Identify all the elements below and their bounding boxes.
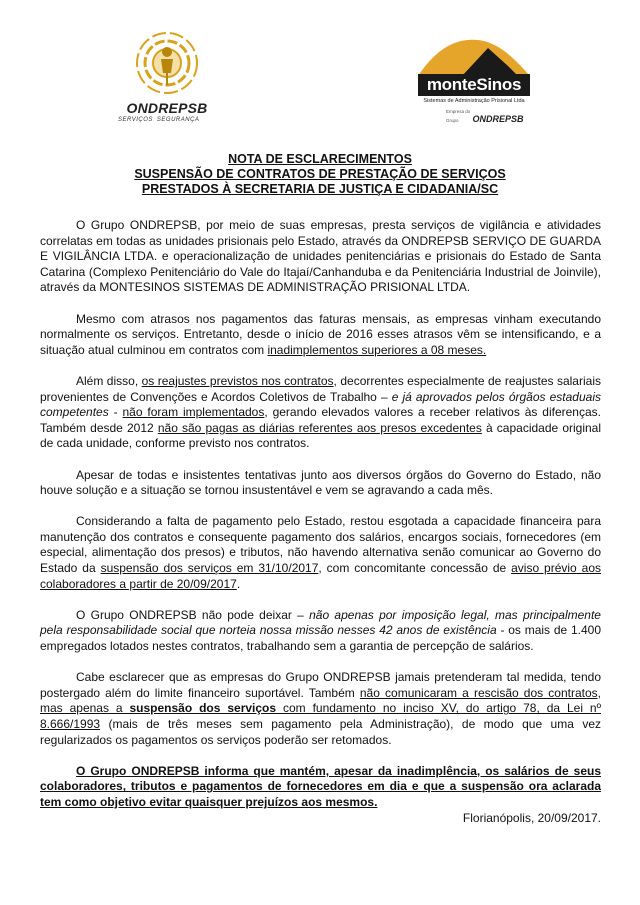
paragraph-suspension: Considerando a falta de pagamento pelo Estado, restou esgotada a capacidade financeira para manutenção dos contratos e consequente pagamento dos salários, encargos sociais, fornecedores (em especial, alimentação dos presos) e tributos, não havendo alternativa senão comunicar ao Governo do Estado da suspensão dos serviços em 31/10/2017, com concomitante concessão de aviso prévio aos colaboradores a partir de 20/09/2017. <box>40 514 602 591</box>
paragraph-intro: O Grupo ONDREPSB, por meio de suas empresas, presta serviços de vigilância e atividades correlatas em todas as unidades prisionais pelo Estado, através da ONDREPSB SERVIÇO DE GUARDA E VIGILÂNCIA LTDA. e operacionalização de unidades penitenciárias e prisionais do Estado de Santa Catarina (Complexo Penitenciário do Vale do Itajaí/Canhanduba e da Penitenciária Industrial de Joinvile), através da MONTESINOS SISTEMAS DE ADMINISTRAÇÃO PRISIONAL LTDA. <box>40 218 601 295</box>
paragraph-attempts: Apesar de todas e insistentes tentativas junto aos diversos órgãos do Governo do Estado, não houve solução e a situação se tornou insustentável e vem se agravando a cada mês. <box>40 467 601 498</box>
document-body <box>40 218 601 826</box>
ondrepsb-logo-tagline: SERVIÇOS SEGURANÇA <box>118 117 200 123</box>
title-line-1: NOTA DE ESCLARECIMENTOS <box>228 152 412 166</box>
title-line-3: PRESTADOS À SECRETARIA DE JUSTIÇA E CIDADANIA/SC <box>141 182 499 196</box>
mountain-icon <box>418 36 530 76</box>
montesinos-subtitle: Sistemas de Administração Prisional Ltda <box>423 98 525 104</box>
montesinos-logo <box>418 36 530 122</box>
paragraph-employees: O Grupo ONDREPSB não pode deixar – não apenas por imposição legal, mas principalmente pela responsabilidade social que norteia nossa missão nesses 42 anos de existência - os mais de 1.400 empregados lotados nestes contratos, trabalhando sem a garantia de percepção de salários. <box>40 607 601 654</box>
montesinos-group-label: Empresa do Grupo ONDREPSB <box>446 109 524 124</box>
ondrepsb-logo <box>112 28 222 140</box>
paragraph-delays: Mesmo com atrasos nos pagamentos das faturas mensais, as empresas vinham executando normalmente os serviços. Entretanto, desde o início de 2016 esses atrasos vêm se intensificando, e a situação atual culminou em contratos com inadimplementos superiores a 08 meses. <box>40 311 601 357</box>
montesinos-logo-text: monteSinos <box>418 74 530 96</box>
paragraph-statement: O Grupo ONDREPSB informa que mantém, apesar da inadimplência, os salários de seus colaboradores, tributos e pagamentos de fornecedores em dia e que a suspensão ora aclarada tem como objetivo evitar quaisquer prejuízos aos mesmos. <box>40 763 601 809</box>
ondrepsb-logo-text: ONDREPSB <box>126 100 208 116</box>
paragraph-clarification: Cabe esclarecer que as empresas do Grupo ONDREPSB jamais pretenderam tal medida, tendo postergado além do limite financeiro suportável. Também não comunicaram a rescisão dos contratos, mas apenas a suspensão dos serviços com fundamento no inciso XV, do artigo 78, da Lei nº 8.666/1993 (mais de três meses sem pagamento pela Administração), de modo que uma vez regularizados os pagamentos os serviços poderão ser retomados. <box>40 670 601 747</box>
title-line-2: SUSPENSÃO DE CONTRATOS DE PRESTAÇÃO DE SERVIÇOS <box>134 167 506 181</box>
document-title <box>120 152 520 197</box>
paragraph-adjustments: Além disso, os reajustes previstos nos contratos, decorrentes especialmente de reajustes salariais provenientes de Convenções e Acordos Coletivos de Trabalho – e já aprovados pelos órgãos estaduais competentes - não foram implementados, gerando elevados valores a receber relativos às diferenças. Também desde 2012 não são pagas as diárias referentes aos presos excedentes à capacidade original de cada unidade, conforme previsto nos contratos. <box>40 373 602 451</box>
document-date: Florianópolis, 20/09/2017. <box>462 810 601 825</box>
ondrepsb-emblem-icon <box>130 28 204 98</box>
